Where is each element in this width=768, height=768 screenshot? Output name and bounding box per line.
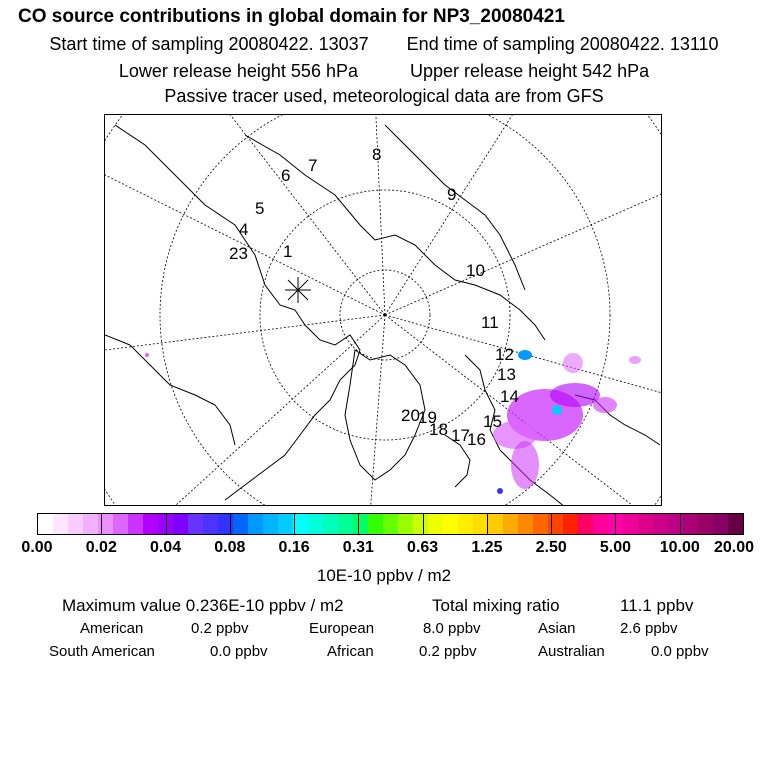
colorbar-swatch bbox=[563, 514, 578, 534]
region-value-american: 0.2 ppbv bbox=[191, 620, 249, 637]
region-name-european: European bbox=[309, 620, 375, 637]
trajectory-label: 8 bbox=[372, 145, 382, 164]
colorbar-swatch bbox=[533, 514, 548, 534]
colorbar-swatch bbox=[83, 514, 98, 534]
coastlines bbox=[105, 125, 660, 506]
colorbar-swatch bbox=[173, 514, 188, 534]
colorbar bbox=[37, 513, 744, 535]
colorbar-tick-label: 0.02 bbox=[85, 539, 117, 556]
colorbar-swatch bbox=[353, 514, 368, 534]
colorbar-swatch bbox=[233, 514, 248, 534]
colorbar-swatch bbox=[713, 514, 728, 534]
region-name-south-american: South American bbox=[49, 643, 155, 660]
region-value-south-american: 0.0 ppbv bbox=[210, 643, 268, 660]
colorbar-tick-label: 0.00 bbox=[21, 539, 53, 556]
colorbar-swatch bbox=[143, 514, 158, 534]
colorbar-swatch bbox=[263, 514, 278, 534]
colorbar-swatch bbox=[128, 514, 143, 534]
colorbar-divider bbox=[166, 514, 167, 534]
colorbar-swatch bbox=[683, 514, 698, 534]
colorbar-swatch bbox=[728, 514, 743, 534]
colorbar-divider bbox=[680, 514, 681, 534]
source-blob bbox=[550, 383, 600, 407]
colorbar-divider bbox=[487, 514, 488, 534]
upper-release-height: Upper release height 542 hPa bbox=[410, 61, 650, 81]
siberia-coast bbox=[385, 125, 525, 290]
region-name-american: American bbox=[80, 620, 144, 637]
meridian-line bbox=[385, 175, 662, 315]
trajectory-label: 17 bbox=[451, 426, 470, 445]
sampling-times bbox=[0, 34, 768, 55]
trajectory-label: 23 bbox=[229, 244, 248, 263]
trajectory-label: 18 bbox=[429, 420, 448, 439]
colorbar-tick-label: 0.31 bbox=[342, 539, 374, 556]
hotspot bbox=[497, 488, 503, 494]
north-america-coast bbox=[115, 125, 360, 500]
colorbar-swatch bbox=[368, 514, 383, 534]
trajectory-label: 1 bbox=[283, 242, 293, 261]
colorbar-swatch bbox=[488, 514, 503, 534]
colorbar-swatch bbox=[68, 514, 83, 534]
colorbar-swatch bbox=[38, 514, 53, 534]
colorbar-swatch bbox=[293, 514, 308, 534]
start-time: Start time of sampling 20080422. 13037 bbox=[49, 34, 369, 54]
colorbar-swatch bbox=[413, 514, 428, 534]
colorbar-divider bbox=[230, 514, 231, 534]
meridian-line bbox=[215, 115, 385, 315]
colorbar-swatch bbox=[623, 514, 638, 534]
colorbar-swatch bbox=[188, 514, 203, 534]
colorbar-units: 10E-10 ppbv / m2 bbox=[316, 566, 452, 585]
tracer-note: Passive tracer used, meteorological data are from GFS bbox=[164, 86, 604, 106]
meridian-line bbox=[165, 315, 385, 506]
colorbar-swatch bbox=[383, 514, 398, 534]
colorbar-swatch bbox=[323, 514, 338, 534]
colorbar-swatch bbox=[428, 514, 443, 534]
colorbar-swatch bbox=[473, 514, 488, 534]
colorbar-divider bbox=[615, 514, 616, 534]
region-value-african: 0.2 ppbv bbox=[419, 643, 477, 660]
colorbar-divider bbox=[294, 514, 295, 534]
release-heights bbox=[0, 61, 768, 82]
trajectory-label: 6 bbox=[281, 166, 291, 185]
region-name-asian: Asian bbox=[538, 620, 576, 637]
colorbar-swatch bbox=[278, 514, 293, 534]
colorbar-swatch bbox=[308, 514, 323, 534]
colorbar-swatch bbox=[593, 514, 608, 534]
colorbar-divider bbox=[101, 514, 102, 534]
trajectory-label: 20 bbox=[401, 406, 420, 425]
eurasia-north-coast bbox=[245, 135, 545, 340]
arctic-islands-coast bbox=[105, 335, 235, 445]
total-mixing-label: Total mixing ratio bbox=[432, 596, 560, 615]
colorbar-divider bbox=[358, 514, 359, 534]
region-value-european: 8.0 ppbv bbox=[423, 620, 481, 637]
colorbar-swatch bbox=[398, 514, 413, 534]
colorbar-swatch bbox=[653, 514, 668, 534]
colorbar-divider bbox=[423, 514, 424, 534]
region-value-asian: 2.6 ppbv bbox=[620, 620, 678, 637]
trajectory-label: 7 bbox=[308, 156, 318, 175]
source-blob bbox=[593, 397, 617, 413]
colorbar-swatch bbox=[518, 514, 533, 534]
trajectory-label: 9 bbox=[447, 185, 457, 204]
colorbar-swatch bbox=[203, 514, 218, 534]
colorbar-swatch bbox=[53, 514, 68, 534]
colorbar-tick-label: 0.16 bbox=[278, 539, 310, 556]
colorbar-tick-label: 0.63 bbox=[407, 539, 439, 556]
colorbar-swatch bbox=[248, 514, 263, 534]
meridian-line bbox=[385, 315, 662, 405]
colorbar-swatch bbox=[698, 514, 713, 534]
meridian-line bbox=[385, 115, 525, 315]
source-blob bbox=[629, 356, 641, 364]
end-time: End time of sampling 20080422. 13110 bbox=[406, 34, 719, 54]
total-mixing-value: 11.1 ppbv bbox=[620, 596, 694, 615]
source-blob bbox=[563, 353, 583, 373]
trajectory-label: 12 bbox=[495, 345, 514, 364]
colorbar-swatch bbox=[668, 514, 683, 534]
hotspot bbox=[552, 405, 562, 415]
colorbar-swatch bbox=[98, 514, 113, 534]
colorbar-swatch bbox=[458, 514, 473, 534]
colorbar-divider bbox=[551, 514, 552, 534]
lower-release-height: Lower release height 556 hPa bbox=[118, 61, 358, 81]
sampling-site-icon bbox=[285, 277, 311, 303]
colorbar-tick-label: 10.00 bbox=[659, 539, 700, 556]
region-value-australian: 0.0 ppbv bbox=[651, 643, 709, 660]
trajectory-label: 4 bbox=[239, 220, 249, 239]
graticule bbox=[105, 115, 662, 506]
trajectory-label: 5 bbox=[255, 199, 265, 218]
trajectory-label: 16 bbox=[467, 430, 486, 449]
trajectory-label: 11 bbox=[481, 313, 499, 332]
source-region bbox=[145, 350, 641, 494]
colorbar-swatch bbox=[113, 514, 128, 534]
colorbar-swatch bbox=[578, 514, 593, 534]
colorbar-swatch bbox=[503, 514, 518, 534]
trajectory-label: 14 bbox=[500, 387, 519, 406]
map-panel bbox=[104, 114, 662, 506]
colorbar-tick-label: 2.50 bbox=[535, 539, 567, 556]
colorbar-tick-label: 0.08 bbox=[214, 539, 246, 556]
source-blob bbox=[511, 441, 539, 489]
trajectory-label: 15 bbox=[483, 412, 502, 431]
trajectory-label: 19 bbox=[418, 408, 437, 427]
colorbar-tick-label: 1.25 bbox=[471, 539, 503, 556]
hotspot bbox=[518, 350, 532, 360]
trajectory-label: 10 bbox=[466, 261, 485, 280]
colorbar-tick-label: 0.04 bbox=[149, 539, 182, 556]
map-canvas bbox=[105, 115, 662, 506]
trajectory-label: 13 bbox=[497, 365, 516, 384]
page-title: CO source contributions in global domain for NP3_20080421 bbox=[18, 6, 565, 27]
colorbar-swatch bbox=[638, 514, 653, 534]
meridian-line bbox=[105, 315, 385, 355]
colorbar-swatch bbox=[443, 514, 458, 534]
colorbar-tick-label: 20.00 bbox=[713, 539, 755, 556]
colorbar-tick-label: 5.00 bbox=[599, 539, 632, 556]
colorbar-swatch bbox=[338, 514, 353, 534]
region-name-australian: Australian bbox=[538, 643, 605, 660]
latitude-circle bbox=[105, 115, 662, 506]
region-name-african: African bbox=[327, 643, 374, 660]
max-value: Maximum value 0.236E-10 ppbv / m2 bbox=[62, 596, 344, 615]
source-blob bbox=[145, 353, 149, 357]
